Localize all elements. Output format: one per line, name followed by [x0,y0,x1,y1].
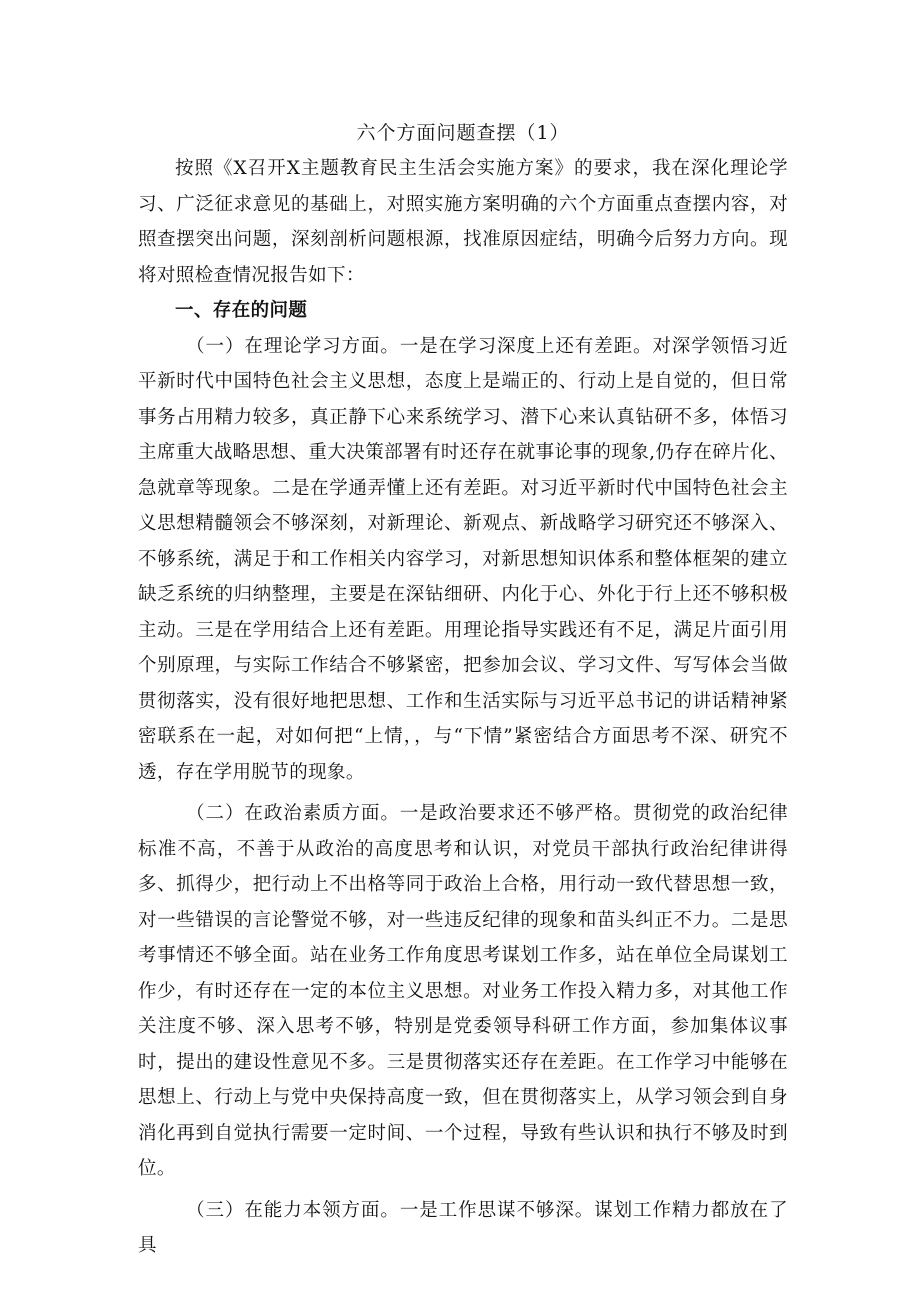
paragraph-theory-study: （一）在理论学习方面。一是在学习深度上还有差距。对深学领悟习近平新时代中国特色社会主义思想，态度上是端正的、行动上是自觉的，但日常事务占用精力较多，真正静下心来系统学习、潜下心来认真钻研不多，体悟习主席重大战略思想、重大决策部署有时还存在就事论事的现象,仍存在碎片化、急就章等现象。二是在学通弄懂上还有差距。对习近平新时代中国特色社会主义思想精髓领会不够深刻，对新理论、新观点、新战略学习研究还不够深入、不够系统，满足于和工作相关内容学习，对新思想知识体系和整体框架的建立缺乏系统的归纳整理，主要是在深钻细研、内化于心、外化于行上还不够积极主动。三是在学用结合上还有差距。用理论指导实践还有不足，满足片面引用个别原理，与实际工作结合不够紧密，把参加会议、学习文件、写写体会当做贯彻落实，没有很好地把思想、工作和生活实际与习近平总书记的讲话精神紧密联系在一起，对如何把“上情，，与“下情”紧密结合方面思考不深、研究不透，存在学用脱节的现象。 [138,335,788,783]
paragraph-ability: （三）在能力本领方面。一是工作思谋不够深。谋划工作精力都放在了具 [138,1199,788,1256]
document-title: 六个方面问题查摆（1） [356,122,570,144]
section-heading: 一、存在的问题 [175,300,308,321]
intro-paragraph: 按照《X召开X主题教育民主生活会实施方案》的要求，我在深化理论学习、广泛征求意见的基础上，对照实施方案明确的六个方面重点查摆内容，对照查摆突出问题，深刻剖析问题根源，找准原因症结，明确今后努力方向。现将对照检查情况报告如下： [138,158,788,286]
paragraph-political-quality: （二）在政治素质方面。一是政治要求还不够严格。贯彻党的政治纪律标准不高，不善于从政治的高度思考和认识，对党员干部执行政治纪律讲得多、抓得少，把行动上不出格等同于政治上合格，用行动一致代替思想一致，对一些错误的言论警觉不够，对一些违反纪律的现象和苗头纠正不力。二是思考事情还不够全面。站在业务工作角度思考谋划工作多，站在单位全局谋划工作少，有时还存在一定的本位主义思想。对业务工作投入精力多，对其他工作关注度不够、深入思考不够，特别是党委领导科研工作方面，参加集体议事时，提出的建设性意见不多。三是贯彻落实还存在差距。在工作学习中能够在思想上、行动上与党中央保持高度一致，但在贯彻落实上，从学习领会到自身消化再到自觉执行需要一定时间、一个过程，导致有些认识和执行不够及时到位。 [138,803,788,1179]
document-body [138,119,788,1264]
